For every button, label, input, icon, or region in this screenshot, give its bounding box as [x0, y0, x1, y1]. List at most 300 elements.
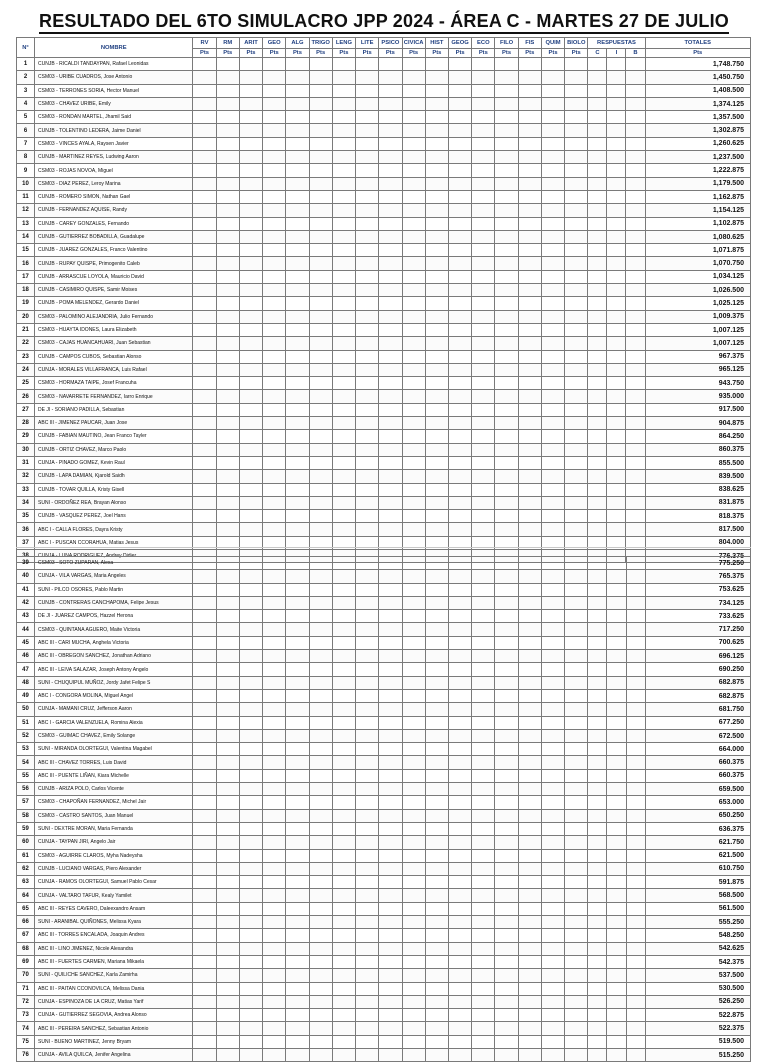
subject-score	[216, 390, 239, 403]
subject-score	[518, 676, 541, 689]
subject-score	[216, 456, 239, 469]
subject-score	[193, 570, 216, 583]
subject-score	[495, 716, 518, 729]
subject-score	[263, 523, 286, 536]
subject-score	[309, 483, 332, 496]
subject-score	[286, 796, 309, 809]
answer-count	[588, 417, 607, 430]
subject-score	[495, 443, 518, 456]
subject-score	[286, 982, 309, 995]
subject-score	[495, 97, 518, 110]
subject-score	[309, 583, 332, 596]
student-name: SUNI - ORDOÑEZ REA, Brayan Alonso	[35, 496, 193, 509]
subject-score	[402, 557, 425, 570]
subject-score	[518, 716, 541, 729]
subject-score	[379, 297, 402, 310]
subject-score	[518, 876, 541, 889]
subject-score	[239, 822, 262, 835]
subject-score	[402, 703, 425, 716]
subject-score	[541, 84, 564, 97]
total-score: 1,302.875	[645, 124, 750, 137]
table-row	[17, 557, 751, 570]
answer-count	[626, 809, 645, 822]
subject-score	[263, 470, 286, 483]
col-subject: BIOLO	[565, 38, 588, 49]
subject-score	[448, 257, 471, 270]
subject-score	[379, 204, 402, 217]
subject-score	[263, 58, 286, 71]
subject-score	[402, 596, 425, 609]
subject-score	[286, 1048, 309, 1061]
answer-count	[607, 849, 626, 862]
subject-score	[495, 729, 518, 742]
subject-score	[263, 836, 286, 849]
subject-score	[193, 523, 216, 536]
answer-count	[588, 244, 607, 257]
subject-score	[379, 769, 402, 782]
subject-score	[449, 809, 472, 822]
subject-score	[379, 310, 402, 323]
subject-score	[216, 862, 239, 875]
subject-score	[425, 323, 448, 336]
subject-score	[565, 1009, 588, 1022]
subject-score	[402, 783, 425, 796]
subject-score	[541, 71, 564, 84]
subject-score	[541, 557, 564, 570]
subject-score	[356, 377, 379, 390]
subject-score	[565, 650, 588, 663]
subject-score	[425, 230, 448, 243]
subject-score	[216, 323, 239, 336]
total-score: 753.625	[645, 583, 750, 596]
subject-score	[356, 164, 379, 177]
subject-score	[286, 217, 309, 230]
subject-score	[193, 955, 216, 968]
subject-score	[286, 323, 309, 336]
subject-score	[402, 623, 425, 636]
answer-count	[588, 769, 607, 782]
answer-count	[626, 822, 645, 835]
col-subject: LENG	[332, 38, 355, 49]
subject-score	[263, 995, 286, 1008]
subject-score	[356, 836, 379, 849]
subject-score	[402, 510, 425, 523]
subject-score	[472, 257, 495, 270]
subject-score	[193, 557, 216, 570]
subject-score	[309, 783, 332, 796]
subject-score	[239, 743, 262, 756]
row-number: 45	[17, 636, 35, 649]
row-number: 37	[17, 536, 35, 549]
subject-score	[565, 862, 588, 875]
answer-count	[626, 363, 645, 376]
subject-score	[472, 1048, 495, 1061]
answer-count	[607, 71, 626, 84]
pts-label: Pts	[495, 49, 518, 58]
subject-score	[332, 417, 355, 430]
subject-score	[472, 204, 495, 217]
subject-score	[425, 443, 448, 456]
table-row	[17, 902, 751, 915]
subject-score	[193, 663, 216, 676]
answer-count	[626, 97, 645, 110]
total-score: 526.250	[645, 995, 750, 1008]
subject-score	[541, 217, 564, 230]
results-table-top	[16, 37, 751, 563]
subject-score	[216, 610, 239, 623]
total-score: 935.000	[645, 390, 750, 403]
table-row	[17, 729, 751, 742]
subject-score	[332, 124, 355, 137]
subject-score	[565, 982, 588, 995]
subject-score	[239, 876, 262, 889]
subject-score	[541, 676, 564, 689]
subject-score	[263, 942, 286, 955]
student-name: SUNI - PILCO OSORES, Pablo Martin	[35, 583, 193, 596]
subject-score	[379, 1048, 402, 1061]
subject-score	[565, 716, 588, 729]
table-row	[17, 151, 751, 164]
subject-score	[239, 137, 262, 150]
subject-score	[472, 689, 495, 702]
subject-score	[286, 390, 309, 403]
student-name: CUNJA - VILA VARGAS, Maria Angeles	[35, 570, 193, 583]
subject-score	[332, 969, 355, 982]
subject-score	[402, 836, 425, 849]
answer-count	[588, 71, 607, 84]
total-score: 519.500	[645, 1035, 750, 1048]
table-row	[17, 849, 751, 862]
subject-score	[193, 583, 216, 596]
subject-score	[193, 177, 216, 190]
subject-score	[216, 510, 239, 523]
answer-count	[626, 1035, 645, 1048]
answer-count	[588, 902, 607, 915]
subject-score	[541, 58, 564, 71]
subject-score	[379, 323, 402, 336]
subject-score	[239, 1009, 262, 1022]
subject-score	[565, 151, 588, 164]
subject-score	[448, 97, 471, 110]
subject-score	[425, 1035, 448, 1048]
subject-score	[379, 97, 402, 110]
subject-score	[332, 836, 355, 849]
total-score: 717.250	[645, 623, 750, 636]
subject-score	[541, 417, 564, 430]
answer-count	[626, 995, 645, 1008]
student-name: CUNJA - AVILA QUILCA, Jenifer Angelina	[35, 1048, 193, 1061]
answer-count	[607, 363, 626, 376]
total-score: 831.875	[645, 496, 750, 509]
total-score: 817.500	[645, 523, 750, 536]
subject-score	[541, 1009, 564, 1022]
total-score: 621.500	[645, 849, 750, 862]
subject-score	[286, 363, 309, 376]
subject-score	[495, 310, 518, 323]
subject-score	[518, 557, 541, 570]
subject-score	[286, 230, 309, 243]
answer-count	[588, 623, 607, 636]
subject-score	[379, 403, 402, 416]
subject-score	[356, 470, 379, 483]
subject-score	[565, 510, 588, 523]
subject-score	[309, 836, 332, 849]
answer-count	[607, 743, 626, 756]
total-score: 591.875	[645, 876, 750, 889]
subject-score	[193, 929, 216, 942]
subject-score	[449, 862, 472, 875]
table-row	[17, 190, 751, 203]
row-number: 53	[17, 743, 35, 756]
row-number: 8	[17, 151, 35, 164]
answer-count	[607, 929, 626, 942]
subject-score	[263, 111, 286, 124]
subject-score	[286, 97, 309, 110]
answer-count	[626, 1009, 645, 1022]
subject-score	[379, 862, 402, 875]
row-number: 63	[17, 876, 35, 889]
pts-label: Pts	[309, 49, 332, 58]
answer-count	[607, 97, 626, 110]
subject-score	[286, 889, 309, 902]
answer-count	[588, 982, 607, 995]
subject-score	[286, 969, 309, 982]
answer-count	[626, 244, 645, 257]
subject-score	[518, 443, 541, 456]
subject-score	[565, 743, 588, 756]
subject-score	[518, 610, 541, 623]
subject-score	[286, 84, 309, 97]
total-score: 1,179.500	[645, 177, 750, 190]
subject-score	[472, 164, 495, 177]
subject-score	[286, 443, 309, 456]
total-score: 700.625	[645, 636, 750, 649]
subject-score	[216, 769, 239, 782]
answer-count	[607, 350, 626, 363]
subject-score	[239, 756, 262, 769]
answer-count	[607, 403, 626, 416]
subject-score	[402, 650, 425, 663]
subject-score	[402, 756, 425, 769]
subject-score	[448, 284, 471, 297]
table-row	[17, 417, 751, 430]
subject-score	[448, 390, 471, 403]
section-divider	[16, 547, 751, 548]
subject-score	[356, 84, 379, 97]
subject-score	[425, 58, 448, 71]
subject-score	[565, 995, 588, 1008]
subject-score	[449, 969, 472, 982]
subject-score	[286, 769, 309, 782]
answer-count	[626, 403, 645, 416]
total-score: 855.500	[645, 456, 750, 469]
subject-score	[518, 942, 541, 955]
total-score: 765.375	[645, 570, 750, 583]
subject-score	[472, 862, 495, 875]
pts-label: Pts	[541, 49, 564, 58]
subject-score	[239, 783, 262, 796]
subject-score	[239, 244, 262, 257]
student-name: ABC III - CHAVEZ TORRES, Luis David	[35, 756, 193, 769]
subject-score	[565, 876, 588, 889]
answer-count	[626, 689, 645, 702]
subject-score	[332, 796, 355, 809]
subject-score	[193, 995, 216, 1008]
student-name: CSM03 - URIBE CUADROS, Jose Antonio	[35, 71, 193, 84]
total-score: 1,260.625	[645, 137, 750, 150]
table-row	[17, 510, 751, 523]
answer-count	[607, 204, 626, 217]
subject-score	[402, 969, 425, 982]
answer-count	[626, 836, 645, 849]
table-row	[17, 124, 751, 137]
subject-score	[193, 483, 216, 496]
total-score: 682.875	[645, 689, 750, 702]
answer-count	[626, 796, 645, 809]
subject-score	[379, 58, 402, 71]
subject-score	[448, 297, 471, 310]
subject-score	[495, 190, 518, 203]
subject-score	[402, 177, 425, 190]
subject-score	[448, 151, 471, 164]
answer-count	[588, 650, 607, 663]
subject-score	[448, 270, 471, 283]
subject-score	[216, 955, 239, 968]
col-subject: FIS	[518, 38, 541, 49]
subject-score	[309, 650, 332, 663]
subject-score	[356, 111, 379, 124]
subject-score	[495, 377, 518, 390]
subject-score	[495, 456, 518, 469]
subject-score	[286, 137, 309, 150]
subject-score	[379, 969, 402, 982]
row-number: 17	[17, 270, 35, 283]
subject-score	[332, 257, 355, 270]
subject-score	[379, 230, 402, 243]
total-score: 1,009.375	[645, 310, 750, 323]
subject-score	[193, 822, 216, 835]
col-subject: ARIT	[239, 38, 262, 49]
student-name: CSM03 - VINCES AYALA, Raysen Javier	[35, 137, 193, 150]
answer-count	[588, 876, 607, 889]
subject-score	[286, 403, 309, 416]
row-number: 27	[17, 403, 35, 416]
subject-score	[425, 623, 448, 636]
pts-label: Pts	[402, 49, 425, 58]
subject-score	[472, 443, 495, 456]
subject-score	[495, 470, 518, 483]
subject-score	[239, 363, 262, 376]
subject-score	[356, 137, 379, 150]
subject-score	[309, 689, 332, 702]
subject-score	[518, 297, 541, 310]
subject-score	[448, 244, 471, 257]
student-name: CSM03 - CHAVEZ URIBE, Emily	[35, 97, 193, 110]
answer-count	[588, 456, 607, 469]
subject-score	[449, 769, 472, 782]
subject-score	[263, 650, 286, 663]
table-row	[17, 703, 751, 716]
subject-score	[541, 783, 564, 796]
subject-score	[286, 1009, 309, 1022]
table-row	[17, 403, 751, 416]
total-score: 1,408.500	[645, 84, 750, 97]
subject-score	[541, 177, 564, 190]
student-name: ABC III - LEIVA SALAZAR, Joseph Antony Angelo	[35, 663, 193, 676]
answer-count	[607, 862, 626, 875]
answer-count	[607, 230, 626, 243]
total-score: 1,222.875	[645, 164, 750, 177]
subject-score	[541, 483, 564, 496]
subject-score	[239, 849, 262, 862]
total-score: 555.250	[645, 916, 750, 929]
subject-score	[309, 310, 332, 323]
row-number: 56	[17, 783, 35, 796]
subject-score	[356, 390, 379, 403]
row-number: 12	[17, 204, 35, 217]
total-score: 530.500	[645, 982, 750, 995]
answer-count	[626, 716, 645, 729]
answer-count	[626, 596, 645, 609]
subject-score	[565, 889, 588, 902]
answer-count	[588, 430, 607, 443]
subject-score	[216, 703, 239, 716]
subject-score	[518, 929, 541, 942]
subject-score	[193, 636, 216, 649]
subject-score	[379, 942, 402, 955]
subject-score	[448, 510, 471, 523]
subject-score	[402, 430, 425, 443]
subject-score	[356, 1009, 379, 1022]
subject-score	[425, 137, 448, 150]
subject-score	[402, 876, 425, 889]
subject-score	[379, 510, 402, 523]
subject-score	[332, 377, 355, 390]
subject-score	[286, 270, 309, 283]
subject-score	[402, 323, 425, 336]
subject-score	[425, 929, 448, 942]
subject-score	[309, 955, 332, 968]
subject-score	[472, 284, 495, 297]
answer-count	[626, 390, 645, 403]
subject-score	[216, 836, 239, 849]
subject-score	[216, 257, 239, 270]
subject-score	[565, 58, 588, 71]
subject-score	[541, 902, 564, 915]
row-number: 3	[17, 84, 35, 97]
subject-score	[495, 822, 518, 835]
total-score: 681.750	[645, 703, 750, 716]
answer-count	[626, 729, 645, 742]
subject-score	[518, 230, 541, 243]
subject-score	[379, 417, 402, 430]
row-number: 38	[17, 549, 35, 562]
subject-score	[402, 716, 425, 729]
subject-score	[541, 916, 564, 929]
row-number: 32	[17, 470, 35, 483]
subject-score	[379, 377, 402, 390]
subject-score	[239, 403, 262, 416]
row-number: 40	[17, 570, 35, 583]
subject-score	[239, 217, 262, 230]
answer-count	[588, 97, 607, 110]
subject-score	[193, 124, 216, 137]
answer-count	[626, 663, 645, 676]
subject-score	[193, 310, 216, 323]
subject-score	[449, 636, 472, 649]
subject-score	[216, 363, 239, 376]
subject-score	[216, 849, 239, 862]
